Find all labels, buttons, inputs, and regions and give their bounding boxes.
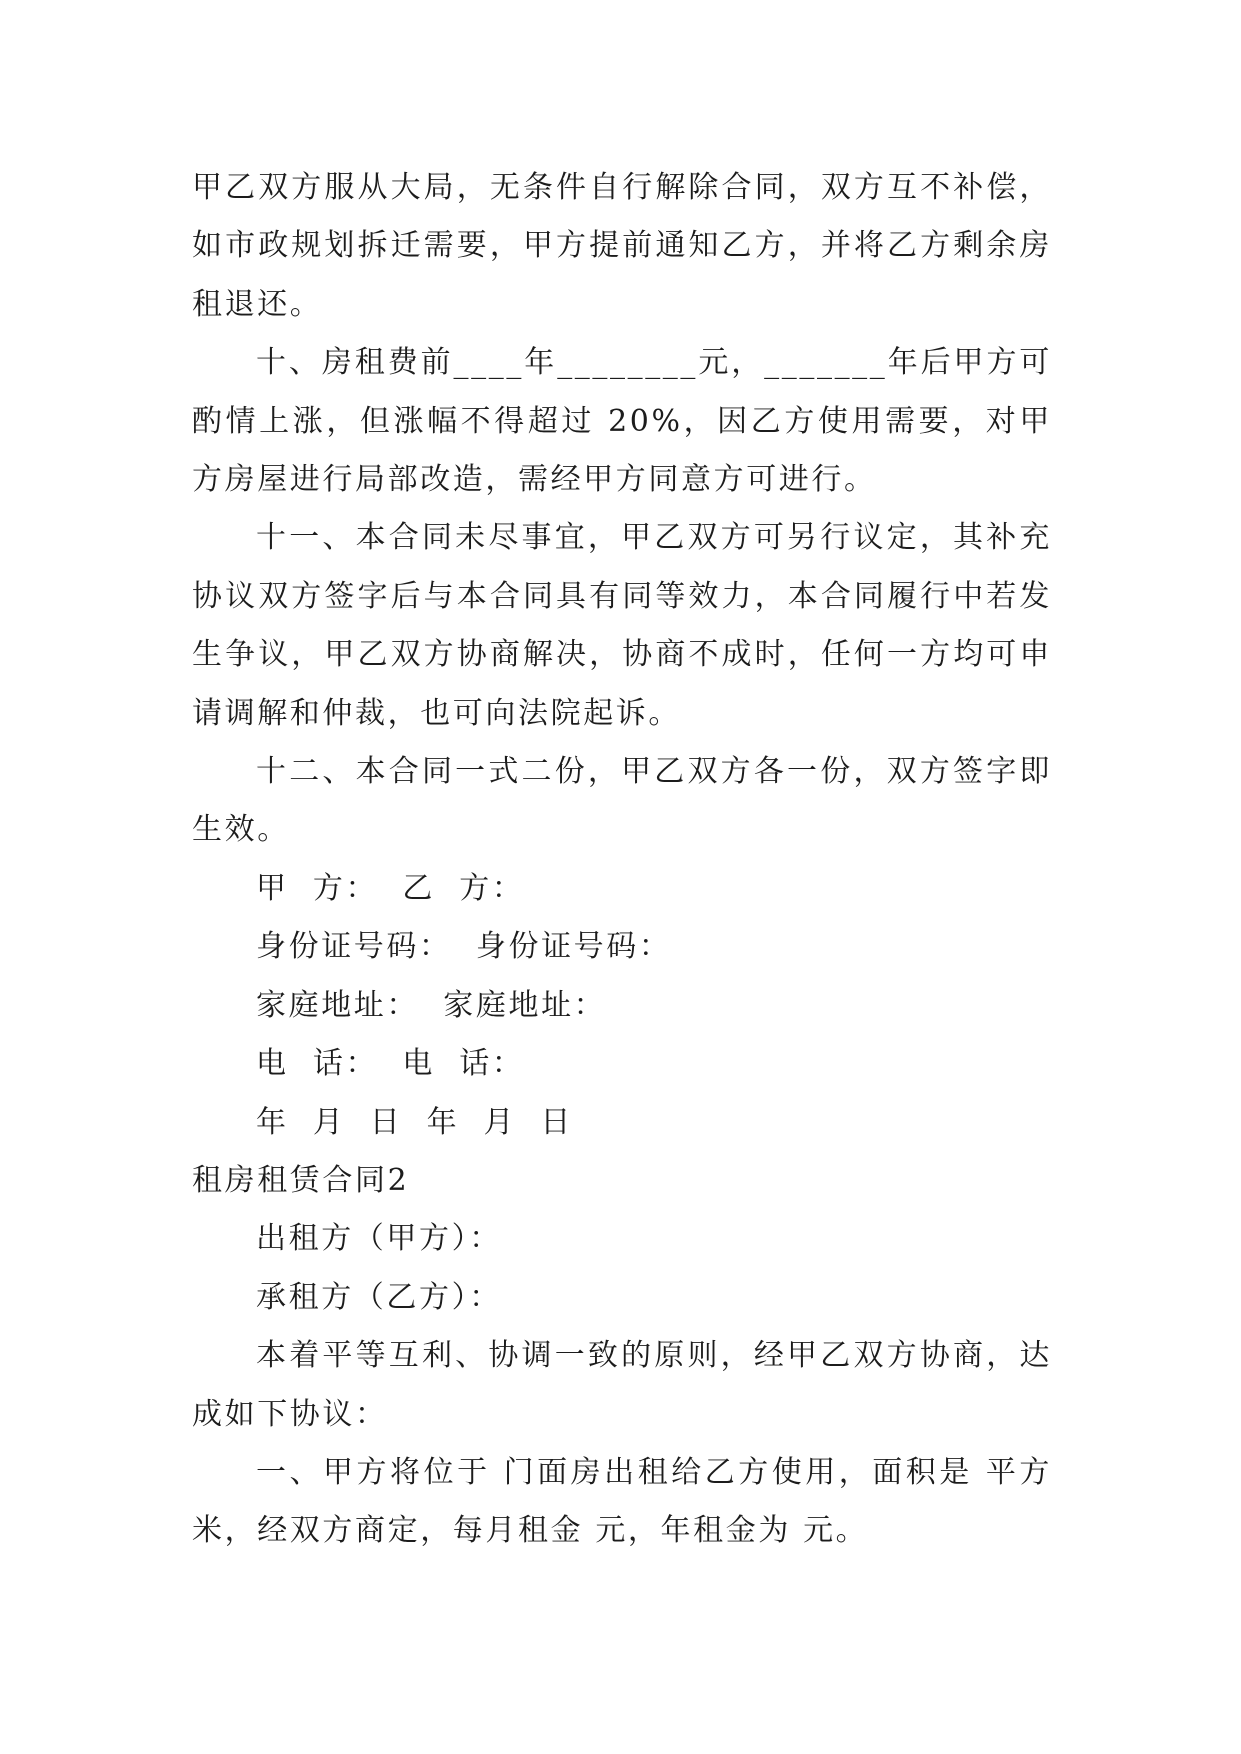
signature-id-number-line: 身份证号码： 身份证号码： [256, 929, 672, 965]
paragraph-clause-twelve-copies: 十二、本合同一式二份，甲乙双方各一份，双方签字即生效。 [192, 754, 1052, 848]
signature-phone-line: 电 话： 电 话： [256, 1046, 525, 1082]
paragraph-termination-clause: 甲乙双方服从大局，无条件自行解除合同，双方互不补偿，如市政规划拆迁需要，甲方提前通知乙方，并将乙方剩余房租退还。 [192, 170, 1052, 322]
signature-address-line: 家庭地址： 家庭地址： [256, 987, 607, 1023]
lessor-line: 出租方（甲方）： [256, 1221, 502, 1257]
signature-date-line: 年 月 日 年 月 日 [256, 1104, 573, 1140]
lessee-line: 承租方（乙方）： [256, 1279, 502, 1315]
signature-parties-line: 甲 方： 乙 方： [256, 870, 525, 906]
paragraph-principle: 本着平等互利、协调一致的原则，经甲乙双方协商，达成如下协议： [192, 1338, 1052, 1432]
document-body [192, 159, 1052, 1561]
paragraph-clause-eleven-disputes: 十一、本合同未尽事宜，甲乙双方可另行议定，其补充协议双方签字后与本合同具有同等效力，本合同履行中若发生争议，甲乙双方协商解决，协商不成时，任何一方均可申请调解和仲裁，也可向法院起诉。 [192, 520, 1052, 731]
contract-2-title: 租房租赁合同2 [192, 1162, 410, 1198]
paragraph-clause-one-premises: 一、甲方将位于 门面房出租给乙方使用，面积是 平方米，经双方商定，每月租金 元，年租金为 元。 [192, 1454, 1052, 1549]
paragraph-clause-ten-rent: 十、房租费前____年________元，_______年后甲方可酌情上涨，但涨幅不得超过 20%，因乙方使用需要，对甲方房屋进行局部改造，需经甲方同意方可进行。 [192, 345, 1052, 498]
